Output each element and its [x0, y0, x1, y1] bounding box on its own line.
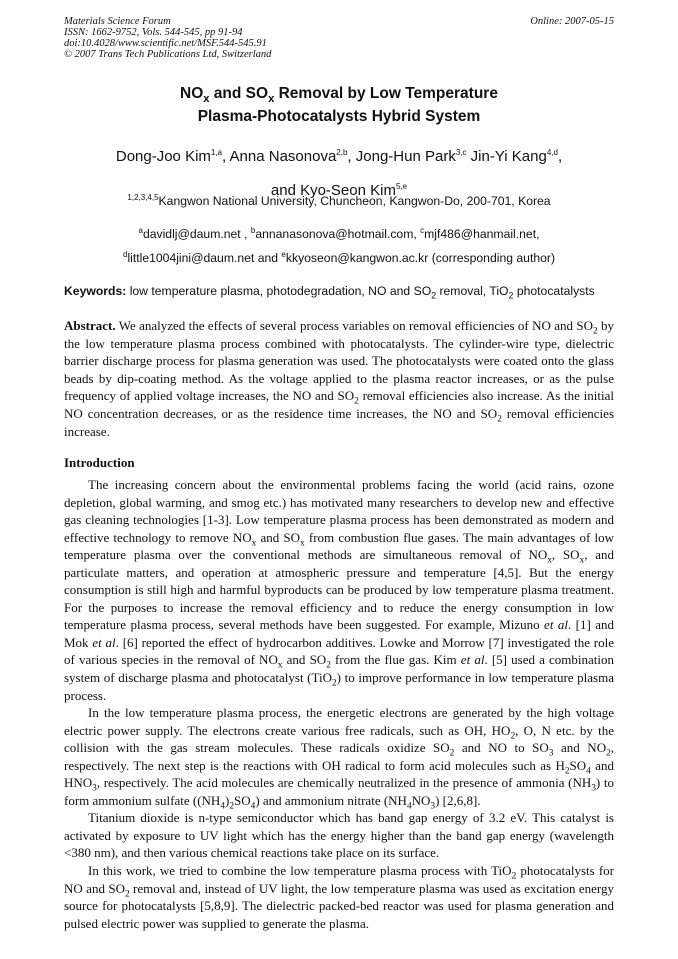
email-e: kkyoseon@kangwon.ac.kr (corresponding author): [285, 251, 555, 265]
email-b: annanasonova@hotmail.com,: [255, 227, 421, 241]
page-header: [64, 16, 614, 60]
author-line-1: Dong-Joo Kim$^{1,a}$, Anna Nasonova$^{2,b}$, Jong-Hun Park$^{3,c}$ Jin-Yi Kang$^{4,d}$,: [115, 148, 563, 165]
author-name: and Kyo-Seon Kim: [270, 182, 396, 199]
keywords-line: Keywords: low temperature plasma, photodegradation, NO and $SO_2$ removal, TiO$_2$ photocatalysts: [64, 284, 595, 301]
doi-line: doi:10.4028/www.scientific.net/MSF.544-545.91: [64, 38, 267, 49]
email-line-1: $^a$davidlj@daum.net , $^b$annanasonova@hotmail.com, $^c$mjf486@hanmail.net,: [138, 225, 540, 241]
paragraph: The increasing concern about the environmental problems facing the world (acid rains, ozone depletion, global warming, and smog etc.) has motivated many researchers to develop new and effective gas cleaning technologies [1-3]. Low temperature plasma process has been demonstrated as modern and effective technology to remove $NO_x$ and $SO_x$ from combustion flue gases. The main advantages of low temperature plasma over the conventional methods are simultaneous removal of $NO_x$, $SO_x$, and particulate matters, and operation at atmospheric pressure and temperature [4,5]. But the energy consumption is still high and harmful byproducts can be produced by low temperature plasma treatment. For the purposes to increase the removal efficiency and to reduce the energy consumption in low temperature plasma process, several methods have been suggested. For example, Mizuno et al. [1] and Mok et al. [6] reported the effect of hydrocarbon additives. Lowke and Morrow [7] investigated the role of various species in the removal of $NO_x$ and $SO_2$ from the flue gas. Kim et al. [5] used a combination system of discharge plasma and photocatalyst (TiO$_2$) to improve performance in low temperature plasma process.: [64, 477, 615, 703]
issn-line: ISSN: 1662-9752, Vols. 544-545, pp 91-94: [64, 27, 243, 38]
email-c: mjf486@hanmail.net,: [424, 227, 540, 241]
paragraph: In the low temperature plasma process, the energetic electrons are generated by the high voltage electric power supply. The electrons create various free radicals, such as OH, $HO_2$, O, N etc. by the collision with the gas stream molecules. These radicals oxidize $SO_2$ and NO to $SO_3$ and $NO_2$, respectively. The next step is the reactions with OH radical to form acid molecules such as $H_2SO_4$ and $HNO_3$, respectively. The acid molecules are chemically neutralized in the presence of ammonia $(NH_3)$ to form ammonium sulfate $((NH_4)_2SO_4)$ and ammonium nitrate $(NH_4NO_3)$ [2,6,8].: [64, 705, 614, 812]
email-d: little1004jini@daum.net: [127, 251, 255, 265]
author-line-2: and Kyo-Seon Kim$^{5,e}$: [270, 182, 408, 199]
email-block: [30, 222, 648, 270]
author-name: Dong-Joo Kim: [115, 148, 211, 165]
email-line-2: $^d$little1004jini@daum.net and $^e$kkyoseon@kangwon.ac.kr (corresponding author): [122, 249, 555, 265]
author-name: Jong-Hun Park: [355, 148, 456, 165]
title-line-1: $NO_x$ and $SO_x$ Removal by Low Temperature: [180, 85, 498, 106]
email-a: davidlj@daum.net ,: [142, 227, 248, 241]
paragraph: In this work, we tried to combine the low temperature plasma process with TiO$_2$ photocatalysts for NO and $SO_2$ removal and, instead of UV light, the low temperature plasma was used as excitation energy source for photocatalysts [5,8,9]. The dielectric packed-bed reactor was used for plasma generation and pulsed electric power was supplied to generate the plasma.: [64, 863, 615, 931]
section-heading-introduction: Introduction: [64, 455, 135, 470]
affiliation: $^{1,2,3,4,5}$Kangwon National University, Chuncheon, Kangwon-Do, 200-701, Korea: [127, 192, 551, 208]
paper-title: [40, 82, 638, 128]
author-name: Jin-Yi Kang: [470, 148, 547, 165]
abstract-label: Abstract.: [64, 318, 116, 333]
introduction-body: [64, 476, 614, 932]
abstract: Abstract. We analyzed the effects of several process variables on removal efficiencies of NO and $SO_2$ by the low temperature plasma process combined with photocatalysts. The cylinder-wire type, dielectric barrier discharge process for plasma generation was used. The photocatalysts were coated onto the glass beads by dip-coating method. As the voltage applied to the plasma reactor increases, or as the pulse frequency of applied voltage increases, the NO and $SO_2$ removal efficiencies also increase. As the initial NO concentration decreases, or as the residence time increases, the NO and $SO_2$ removal efficiencies increase.: [64, 318, 615, 439]
paragraph: Titanium dioxide is n-type semiconductor which has band gap energy of 3.2 eV. This catalyst is activated by exposure to UV light which has the energy higher than the band gap energy (wavelength <380 nm), and then various chemical reactions take place on its surface.: [64, 810, 614, 861]
author-name: Anna Nasonova: [229, 148, 337, 165]
online-date: Online: 2007-05-15: [530, 16, 614, 27]
journal-name: Materials Science Forum: [64, 16, 171, 27]
copyright-line: © 2007 Trans Tech Publications Ltd, Switzerland: [64, 49, 272, 60]
keywords-label: Keywords:: [64, 284, 127, 298]
title-line-2: Plasma-Photocatalysts Hybrid System: [197, 108, 481, 125]
